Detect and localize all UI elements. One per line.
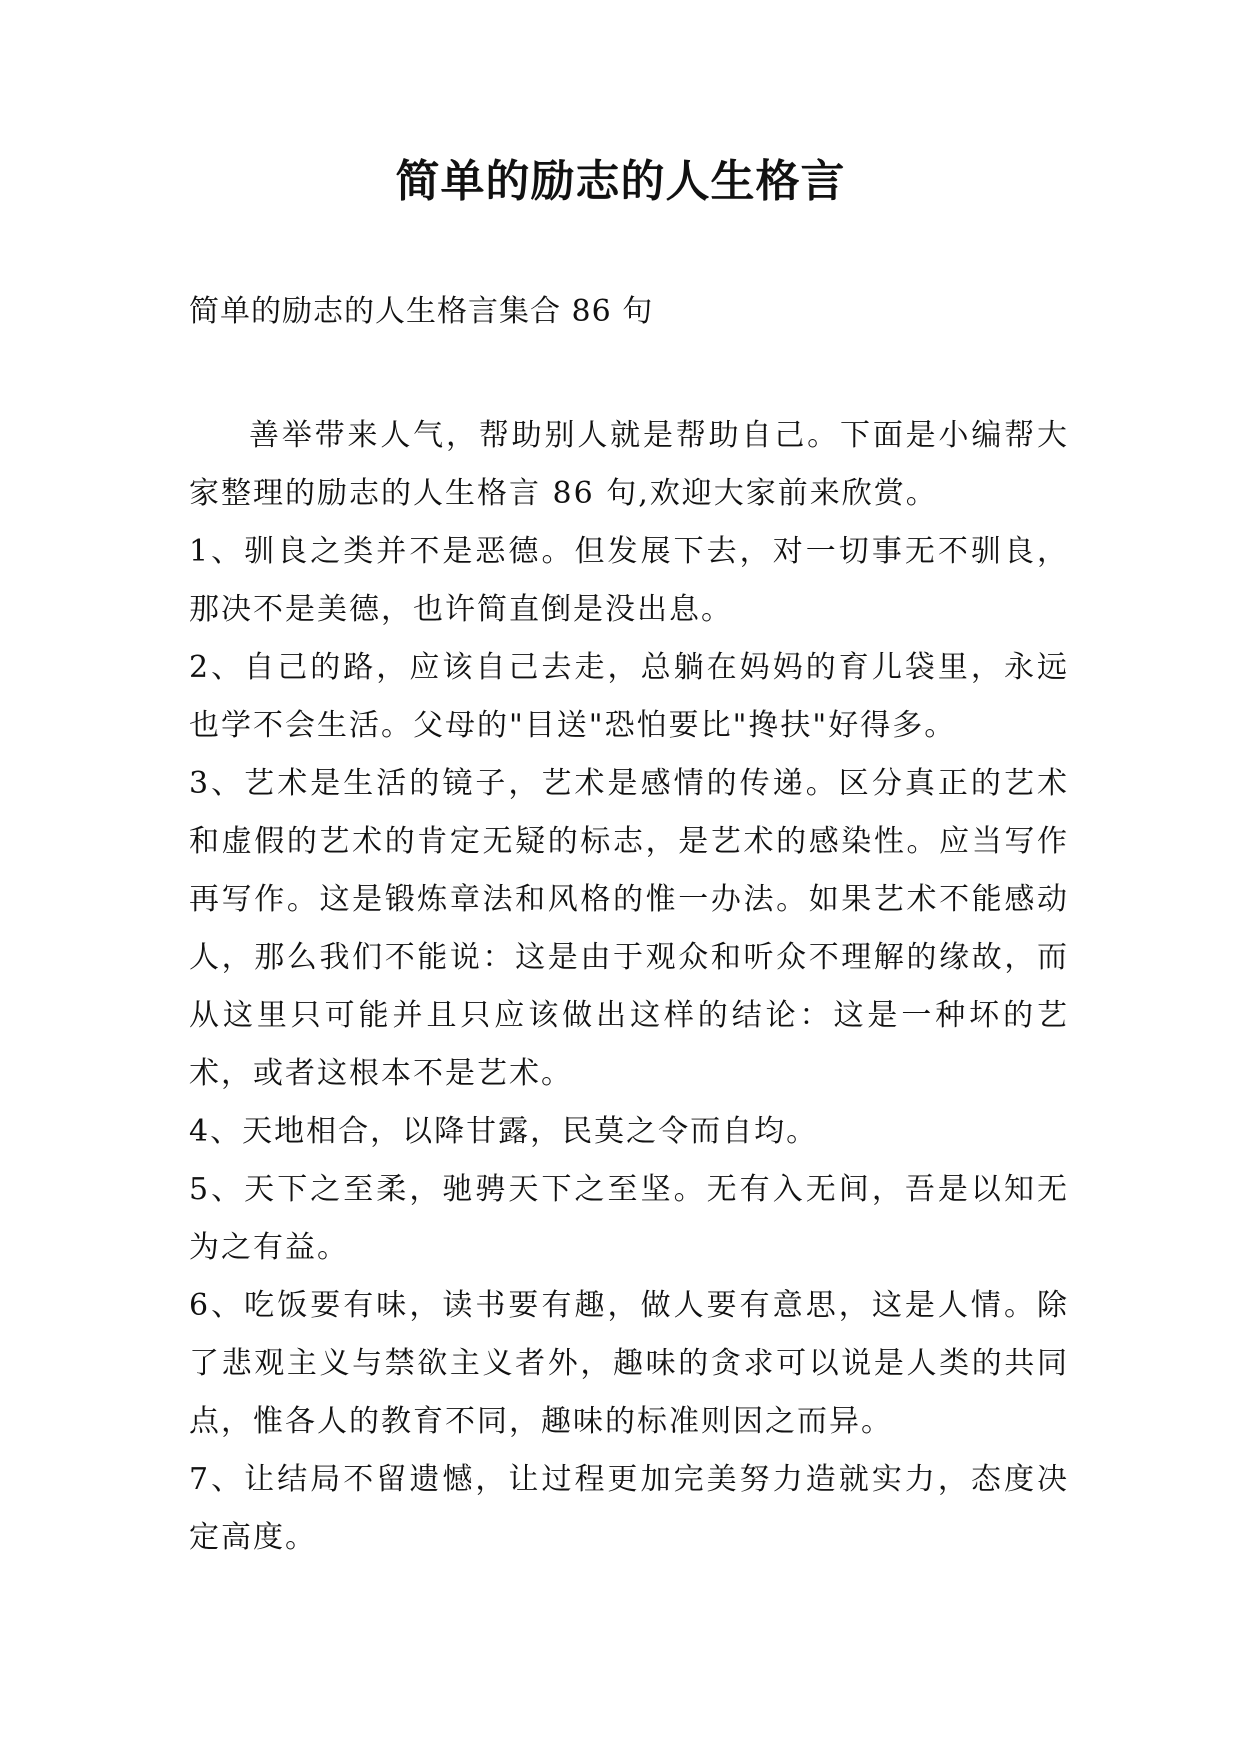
quote-item-3: 3、艺术是生活的镜子，艺术是感情的传递。区分真正的艺术和虚假的艺术的肯定无疑的标志，是艺术的感染性。应当写作再写作。这是锻炼章法和风格的惟一办法。如果艺术不能感动人，那么我们不能说：这是由于观众和听众不理解的缘故，而从这里只可能并且只应该做出这样的结论：这是一种坏的艺术，或者这根本不是艺术。	[189, 766, 1069, 1091]
quote-item-2: 2、自己的路，应该自己去走，总躺在妈妈的育儿袋里，永远也学不会生活。父母的"目送"恐怕要比"搀扶"好得多。	[189, 650, 1069, 743]
intro-paragraph: 善举带来人气，帮助别人就是帮助自己。下面是小编帮大家整理的励志的人生格言 86 句,欢迎大家前来欣赏。	[189, 418, 1069, 511]
document-subtitle: 简单的励志的人生格言集合 86 句	[189, 294, 654, 329]
quote-item-1: 1、驯良之类并不是恶德。但发展下去，对一切事无不驯良，那决不是美德，也许简直倒是没出息。	[189, 534, 1069, 627]
document-body	[189, 407, 1069, 1567]
quote-item-7: 7、让结局不留遗憾，让过程更加完美努力造就实力，态度决定高度。	[189, 1462, 1069, 1555]
document-title: 简单的励志的人生格言	[395, 156, 846, 207]
quote-item-5: 5、天下之至柔，驰骋天下之至坚。无有入无间，吾是以知无为之有益。	[189, 1172, 1069, 1265]
quote-item-6: 6、吃饭要有味，读书要有趣，做人要有意思，这是人情。除了悲观主义与禁欲主义者外，趣味的贪求可以说是人类的共同点，惟各人的教育不同，趣味的标准则因之而异。	[189, 1288, 1069, 1439]
quote-item-4: 4、天地相合，以降甘露，民莫之令而自均。	[189, 1114, 819, 1149]
